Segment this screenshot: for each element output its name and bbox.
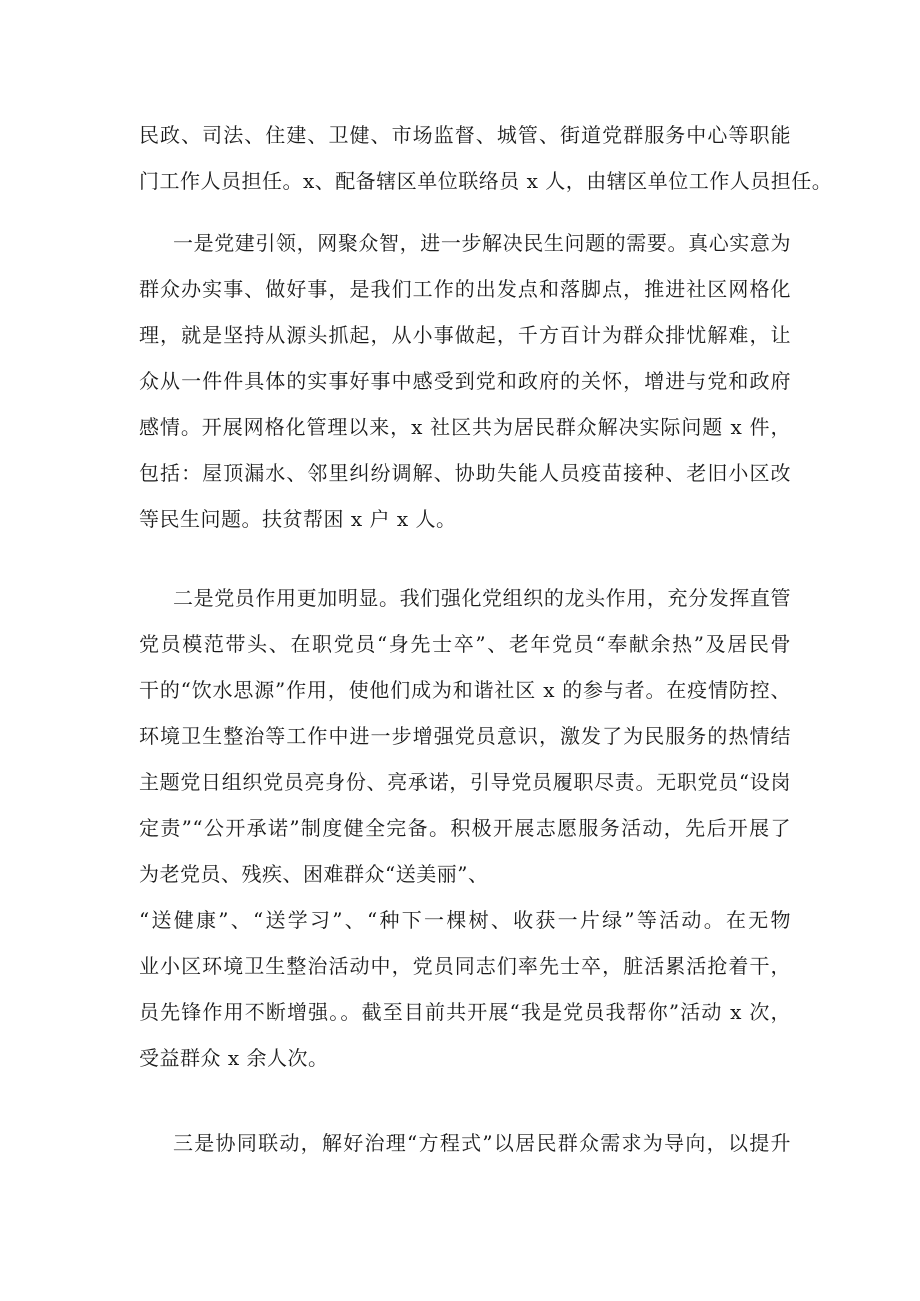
text-line: 群众办实事、做好事，是我们工作的出发点和落脚点，推进社区网格化 bbox=[139, 277, 791, 301]
text-line: 一是党建引领，网聚众智，进一步解决民生问题的需要。真心实意为 bbox=[173, 231, 791, 255]
text-line: 二是党员作用更加明显。我们强化党组织的龙头作用，充分发挥直管 bbox=[173, 586, 791, 610]
paragraph-continuation bbox=[139, 112, 833, 204]
text-line: 党员模范带头、在职党员“身先士卒”、老年党员“奉献余热”及居民骨 bbox=[139, 632, 791, 656]
paragraph-1 bbox=[139, 220, 791, 542]
text-line: 理，就是坚持从源头抓起，从小事做起，千方百计为群众排忧解难，让 bbox=[139, 323, 791, 347]
paragraph-2 bbox=[139, 575, 791, 1081]
text-line: 民政、司法、住建、卫健、市场监督、城管、街道党群服务中心等职能 bbox=[139, 123, 791, 147]
text-line: 三是协同联动，解好治理“方程式”以居民群众需求为导向，以提升 bbox=[173, 1131, 791, 1155]
text-line: 包括：屋顶漏水、邻里纠纷调解、协助失能人员疫苗接种、老旧小区改 bbox=[139, 461, 791, 485]
paragraph-3 bbox=[139, 1120, 791, 1166]
text-line: 干的“饮水思源”作用，使他们成为和谐社区 x 的参与者。在疫情防控、 bbox=[139, 678, 791, 702]
text-line: 主题党日组织党员亮身份、亮承诺，引导党员履职尽责。无职党员“设岗 bbox=[139, 770, 791, 794]
text-line: “送健康”、“送学习”、“种下一棵树、收获一片绿”等活动。在无物 bbox=[139, 908, 791, 932]
text-line: 为老党员、残疾、困难群众“送美丽”、 bbox=[139, 862, 489, 886]
text-line: 感情。开展网格化管理以来，x 社区共为居民群众解决实际问题 x 件， bbox=[139, 415, 791, 439]
text-line: 定责”“公开承诺”制度健全完备。积极开展志愿服务活动，先后开展了 bbox=[139, 816, 791, 840]
text-line: 员先锋作用不断增强。。截至目前共开展“我是党员我帮你”活动 x 次， bbox=[139, 1000, 791, 1024]
text-line: 业小区环境卫生整治活动中，党员同志们率先士卒，脏活累活抢着干， bbox=[139, 954, 791, 978]
text-line: 门工作人员担任。x、配备辖区单位联络员 x 人，由辖区单位工作人员担任。 bbox=[139, 169, 833, 193]
text-line: 受益群众 x 余人次。 bbox=[139, 1046, 329, 1070]
text-line: 众从一件件具体的实事好事中感受到党和政府的关怀，增进与党和政府 bbox=[139, 369, 791, 393]
text-line: 环境卫生整治等工作中进一步增强党员意识，激发了为民服务的热情结 bbox=[139, 724, 791, 748]
text-line: 等民生问题。扶贫帮困 x 户 x 人。 bbox=[139, 507, 457, 531]
